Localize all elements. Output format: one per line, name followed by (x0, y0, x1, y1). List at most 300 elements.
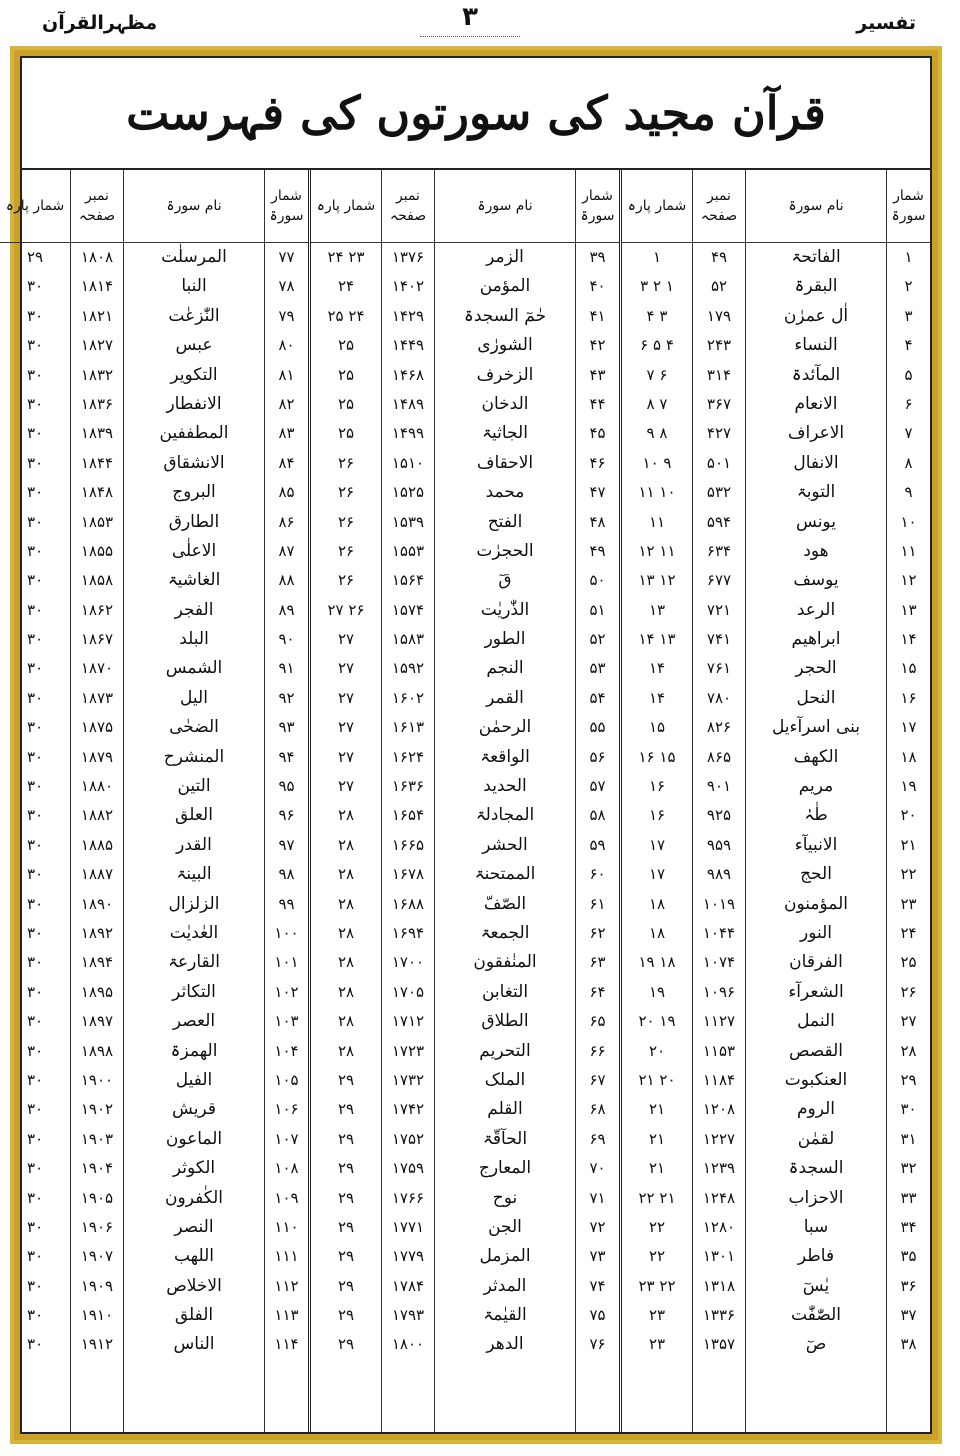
surah-number-cell: ۴۴ (589, 394, 606, 413)
surah-name-cell: التین (177, 776, 211, 797)
surah-number-cell: ۱۱۰ (274, 1217, 299, 1236)
page-number-cell: ۱۸۷۵ (80, 718, 114, 737)
page-number-cell: ۱۶۶۵ (391, 835, 425, 854)
surah-name-cell: المدثر (483, 1275, 527, 1296)
para-number-cell: ۳۰ (26, 394, 44, 413)
para-number-cell: ۲۹ (337, 1070, 355, 1089)
para-number-cell: ۲۹ (337, 1100, 355, 1119)
surah-name-cell: العنکبوت (784, 1069, 848, 1090)
para-number-cell: ۱۶ (648, 806, 666, 825)
surah-name-cell: الاحقاف (476, 452, 534, 473)
page-number-cell: ۱۹۰۵ (80, 1188, 114, 1207)
para-number-cell: ۲۶ (337, 571, 355, 590)
surah-number-cell: ۶۴ (589, 982, 606, 1001)
para-number-cell: ۳۰ (26, 483, 44, 502)
surah-number-cell: ۵۳ (589, 659, 606, 678)
para-number-column (622, 170, 692, 1432)
surah-name-cell: الملک (484, 1069, 526, 1090)
column-group-2 (308, 170, 622, 1432)
page-number-cell: ۱۸۱۴ (80, 277, 114, 296)
surah-number-cell: ۱۹ (900, 777, 917, 796)
surah-name-cell: طٰہٰ (804, 805, 828, 826)
surah-name-cell: التکاثر (172, 981, 216, 1002)
surah-number-cell: ۸۰ (278, 336, 295, 355)
header-divider (420, 36, 520, 37)
surah-name-cell: الحدید (483, 776, 527, 797)
surah-number-cell: ۵۵ (589, 718, 606, 737)
para-number-cell: ۱۵ ۱۶ (638, 747, 676, 766)
surah-number-cell: ۴۰ (589, 277, 606, 296)
surah-name-cell: اللھب (173, 1246, 215, 1267)
surah-name-cell: النحل (796, 687, 836, 708)
surah-number-cell: ۱۰۱ (274, 953, 299, 972)
surah-name-cell: الاحزاب (788, 1187, 844, 1208)
para-number-cell: ۳۰ (26, 982, 44, 1001)
para-number-column (0, 170, 70, 1432)
column-header: شمار پارہ (311, 170, 381, 243)
surah-name-cell: الدھر (486, 1334, 524, 1355)
page-number-cell: ۱۸۰۰ (391, 1335, 425, 1354)
page-number-cell: ۱۲۰۸ (702, 1100, 736, 1119)
surah-name-cell: البقرۃ (794, 276, 838, 297)
surah-number-cell: ۳۷ (900, 1306, 917, 1325)
surah-number-cell: ۹۷ (278, 835, 295, 854)
surah-name-cell: الممتحنۃ (474, 864, 536, 885)
surah-name-cell: محمد (485, 482, 525, 503)
para-number-cell: ۳۰ (26, 1129, 44, 1148)
page-number-cell: ۱۸۲۷ (80, 336, 114, 355)
surah-name-cell: القارعۃ (168, 952, 220, 973)
page-number-cell: ۱۸۶۲ (80, 600, 114, 619)
column-header: نمبر صفحہ (693, 170, 745, 243)
page-number-cell: ۱۸۳۹ (80, 424, 114, 443)
surah-number-cell: ۱۱۱ (274, 1247, 299, 1266)
para-number-cell: ۲۲ (648, 1247, 666, 1266)
para-number-cell: ۲۷ (337, 718, 355, 737)
page-number-cell: ۱۷۵۹ (391, 1159, 425, 1178)
para-number-cell: ۲۷ (337, 659, 355, 678)
page-number-cell: ۱۵۵۳ (391, 541, 425, 560)
surah-name-cell: التغابن (481, 981, 529, 1002)
page-number-cell: ۱۹۰۷ (80, 1247, 114, 1266)
surah-number-cell: ۳۰ (900, 1100, 917, 1119)
para-number-cell: ۳۰ (26, 306, 44, 325)
surah-number-cell: ۷۸ (278, 277, 295, 296)
surah-name-column (745, 170, 886, 1432)
page-title: قرآن مجید کی سورتوں کی فہرست (22, 58, 930, 170)
para-number-cell: ۳۰ (26, 630, 44, 649)
surah-name-cell: الرحمٰن (478, 717, 532, 738)
surah-number-cell: ۳۴ (900, 1217, 917, 1236)
column-group-1 (622, 170, 930, 1432)
page-number-cell: ۱۷۲۳ (391, 1041, 425, 1060)
surah-number-cell: ۳ (904, 306, 913, 325)
para-number-cell: ۲۲ (648, 1217, 666, 1236)
para-number-cell: ۲۳ ۲۴ (327, 248, 365, 266)
para-number-cell: ۱۱ (648, 512, 666, 531)
surah-name-cell: النور (799, 922, 833, 943)
page-number-cell: ۱۸۵۳ (80, 512, 114, 531)
para-number-cell: ۳۰ (26, 336, 44, 355)
page-number-cell: ۱۹۰۶ (80, 1217, 114, 1236)
surah-name-cell: المطففین (159, 423, 229, 444)
page-number-cell: ۱۸۸۲ (80, 806, 114, 825)
surah-name-cell: الیل (180, 687, 208, 708)
surah-number-cell: ۱۱۲ (274, 1276, 299, 1295)
decorative-frame (5, 46, 942, 1444)
para-number-cell: ۹ ۱۰ (642, 453, 672, 472)
page-number-cell: ۱۸۳۲ (80, 365, 114, 384)
surah-name-cell: الکٰفرون (165, 1187, 223, 1208)
surah-name-cell: الشمس (165, 658, 223, 679)
para-number-cell: ۱۰ ۱۱ (638, 483, 676, 502)
surah-name-column (123, 170, 264, 1432)
surah-number-cell: ۴۸ (589, 512, 606, 531)
page-number-cell: ۱۹۰۳ (80, 1129, 114, 1148)
surah-name-cell: القلم (487, 1099, 523, 1120)
para-number-cell: ۳۰ (26, 747, 44, 766)
para-number-cell: ۲۶ (337, 483, 355, 502)
surah-number-cell: ۳۵ (900, 1247, 917, 1266)
surah-name-cell: المعارج (478, 1158, 532, 1179)
page-number-column (70, 170, 123, 1432)
page-number-cell: ۱۴۸۹ (391, 394, 425, 413)
surah-number-cell: ۷۷ (278, 248, 295, 266)
page-number-cell: ۱۸۶۷ (80, 630, 114, 649)
surah-number-cell: ۸۲ (278, 394, 295, 413)
para-number-cell: ۳۰ (26, 1012, 44, 1031)
page-number-cell: ۱۲۲۷ (702, 1129, 736, 1148)
page-number-cell: ۱۰۷۴ (702, 953, 736, 972)
page-number-cell: ۶۷۷ (706, 571, 732, 590)
para-number-cell: ۱۳ ۱۴ (638, 630, 676, 649)
surah-name-cell: النصر (174, 1216, 214, 1237)
surah-name-cell: الروم (796, 1099, 836, 1120)
surah-name-cell: الدخان (481, 393, 529, 414)
surah-number-cell: ۲۳ (900, 894, 917, 913)
para-number-cell: ۲۸ (337, 1012, 355, 1031)
surah-name-cell: سبا (803, 1216, 829, 1237)
surah-number-cell: ۹۰ (278, 630, 295, 649)
page-number-cell: ۸۶۵ (706, 747, 732, 766)
page-number-cell: ۱۸۸۰ (80, 777, 114, 796)
page-number-cell: ۱۳۷۶ (391, 248, 425, 266)
para-number-cell: ۱۷ (648, 865, 666, 884)
para-number-cell: ۲۷ (337, 777, 355, 796)
surah-number-cell: ۴۶ (589, 453, 606, 472)
surah-number-cell: ۲۸ (900, 1041, 917, 1060)
para-number-cell: ۳۰ (26, 453, 44, 472)
para-number-cell: ۳۰ (26, 424, 44, 443)
para-number-cell: ۳۰ (26, 718, 44, 737)
surah-number-cell: ۱۰۲ (274, 982, 299, 1001)
para-number-cell: ۲۸ (337, 1041, 355, 1060)
surah-number-cell: ۳۶ (900, 1276, 917, 1295)
surah-name-cell: الرعد (796, 599, 836, 620)
surah-name-cell: السجدۃ (788, 1158, 844, 1179)
para-number-cell: ۲۱ (648, 1100, 666, 1119)
page-number-cell: ۲۴۳ (706, 336, 732, 355)
surah-number-cell: ۶۸ (589, 1100, 606, 1119)
page-number-cell: ۱۷۹ (706, 306, 732, 325)
surah-name-cell: الانشقاق (163, 452, 225, 473)
para-number-cell: ۲۳ (648, 1306, 666, 1325)
surah-number-cell: ۳۲ (900, 1159, 917, 1178)
surah-number-cell: ۱۰۴ (274, 1041, 299, 1060)
surah-name-cell: الانبیآء (794, 834, 838, 855)
surah-name-cell: الحج (800, 864, 832, 885)
para-number-cell: ۱ ۲ ۳ (640, 277, 674, 296)
page-number-cell: ۵۳۲ (706, 483, 732, 502)
surah-number-cell: ۱۱ (900, 541, 917, 560)
surah-number-cell: ۱۱۴ (274, 1335, 299, 1354)
para-number-cell: ۲۹ (337, 1188, 355, 1207)
para-number-cell: ۳۰ (26, 953, 44, 972)
surah-number-cell: ۶۶ (589, 1041, 606, 1060)
surah-number-cell: ۳۹ (589, 248, 606, 266)
page-number-cell: ۱۸۷۹ (80, 747, 114, 766)
page-number-cell: ۱۷۷۱ (391, 1217, 425, 1236)
page-number-cell: ۹۸۹ (706, 865, 732, 884)
page-number-cell: ۱۵۲۵ (391, 483, 425, 502)
para-number-cell: ۳۰ (26, 777, 44, 796)
surah-name-cell: الزلزال (168, 893, 220, 914)
page-number-cell: ۴۲۷ (706, 424, 732, 443)
surah-number-cell: ۵۹ (589, 835, 606, 854)
page-number-cell: ۱۲۳۹ (702, 1159, 736, 1178)
surah-number-cell: ۱۰۷ (274, 1129, 299, 1148)
surah-name-cell: یٰسٓ (802, 1275, 830, 1296)
page-number-column (381, 170, 434, 1432)
surah-number-cell: ۸۱ (278, 365, 295, 384)
para-number-cell: ۲۸ (337, 982, 355, 1001)
surah-name-cell: الانفطار (166, 393, 222, 414)
surah-name-cell: الحجرٰت (476, 540, 534, 561)
page-number-cell: ۹۲۵ (706, 806, 732, 825)
para-number-cell: ۲۹ (337, 1306, 355, 1325)
surah-name-cell: یوسف (793, 570, 839, 591)
para-number-cell: ۳۰ (26, 835, 44, 854)
page-number-cell: ۱۹۰۲ (80, 1100, 114, 1119)
surah-number-cell: ۱۰ (900, 512, 917, 531)
surah-number-cell: ۶۲ (589, 923, 606, 942)
table-container (5, 56, 932, 1434)
surah-name-cell: المنٰفقون (473, 952, 537, 973)
para-number-cell: ۲۶ (337, 541, 355, 560)
surah-name-cell: یونس (796, 511, 836, 532)
surah-name-cell: المجادلۃ (475, 805, 535, 826)
para-number-cell: ۳۰ (26, 1100, 44, 1119)
surah-name-cell: الذّٰریٰت (480, 599, 530, 620)
surah-name-cell: الزخرف (476, 364, 534, 385)
surah-name-cell: المزمل (479, 1246, 531, 1267)
para-number-cell: ۱۹ (648, 982, 666, 1001)
para-number-cell: ۳۰ (26, 600, 44, 619)
surah-name-cell: التوبۃ (796, 482, 836, 503)
page-number-cell: ۱۹۰۴ (80, 1159, 114, 1178)
surah-name-cell: الصّٰفّٰت (791, 1305, 841, 1326)
page-number-cell: ۱۸۴۸ (80, 483, 114, 502)
para-number-cell: ۲۵ (337, 394, 355, 413)
page-number-cell: ۵۹۴ (706, 512, 732, 531)
page-number-cell: ۱۸۳۶ (80, 394, 114, 413)
page-number-cell: ۱۶۲۴ (391, 747, 425, 766)
para-number-cell: ۳۰ (26, 512, 44, 531)
surah-name-cell: الانعام (794, 393, 838, 414)
page-number-cell: ۱۶۱۳ (391, 718, 425, 737)
para-number-cell: ۶ ۷ (646, 365, 668, 384)
surah-number-cell: ۲۶ (900, 982, 917, 1001)
surah-name-cell: القیٰمۃ (483, 1305, 527, 1326)
surah-number-cell: ۱۰۵ (274, 1070, 299, 1089)
surah-name-cell: العصر (172, 1011, 216, 1032)
surah-name-cell: الکھف (793, 746, 839, 767)
page-number-cell: ۱۸۵۸ (80, 571, 114, 590)
page-number-cell: ۱۸۹۸ (80, 1041, 114, 1060)
surah-name-cell: مریم (798, 776, 834, 797)
para-number-cell: ۲۲ ۲۳ (638, 1276, 676, 1295)
page-number-cell: ۱۹۰۹ (80, 1276, 114, 1295)
surah-name-cell: المرسلٰت (161, 247, 227, 267)
para-number-cell: ۳۰ (26, 1247, 44, 1266)
surah-number-cell: ۸۷ (278, 541, 295, 560)
surah-number-cell: ۳۱ (900, 1129, 917, 1148)
page-number-cell: ۱۳۳۶ (702, 1306, 736, 1325)
para-number-column (311, 170, 381, 1432)
surah-number-cell: ۲۰ (900, 806, 917, 825)
surah-name-cell: المؤمنون (783, 893, 848, 914)
surah-number-cell: ۶۰ (589, 865, 606, 884)
para-number-cell: ۳۰ (26, 1159, 44, 1178)
page-number-column (692, 170, 745, 1432)
para-number-cell: ۲۴ (337, 277, 355, 296)
para-number-cell: ۲۸ (337, 953, 355, 972)
surah-number-cell: ۵۱ (589, 600, 606, 619)
page-number-cell: ۱۷۳۲ (391, 1070, 425, 1089)
surah-name-cell: الاعلٰی (171, 540, 217, 561)
surah-number-cell: ۴۵ (589, 424, 606, 443)
surah-number-cell: ۱۶ (900, 688, 917, 707)
para-number-cell: ۲۶ (337, 512, 355, 531)
page-number-cell: ۱۴۴۹ (391, 336, 425, 355)
page-number-cell: ۱۸۹۷ (80, 1012, 114, 1031)
page-number-cell: ۱۸۲۱ (80, 306, 114, 325)
para-number-cell: ۲۷ (337, 747, 355, 766)
para-number-cell: ۳۰ (26, 1070, 44, 1089)
surah-number-column (575, 170, 619, 1432)
surah-number-cell: ۱۴ (900, 630, 917, 649)
page-number-cell: ۱۸۸۵ (80, 835, 114, 854)
page-number-cell: ۱۸۷۰ (80, 659, 114, 678)
surah-name-column (434, 170, 575, 1432)
para-number-cell: ۲۵ (337, 336, 355, 355)
page-number-cell: ۱۷۷۹ (391, 1247, 425, 1266)
para-number-cell: ۱۶ (648, 777, 666, 796)
surah-number-cell: ۲۵ (900, 953, 917, 972)
para-number-cell: ۲۹ (337, 1247, 355, 1266)
page-number-cell: ۱۴۶۸ (391, 365, 425, 384)
para-number-cell: ۲۵ (337, 365, 355, 384)
surah-number-cell: ۸۸ (278, 571, 295, 590)
page-number-cell: ۱۹۱۰ (80, 1306, 114, 1325)
surah-number-column (886, 170, 930, 1432)
surah-name-cell: نوح (492, 1187, 518, 1208)
para-number-cell: ۷ ۸ (646, 394, 668, 413)
page-number-cell: ۱۸۹۲ (80, 923, 114, 942)
page-number-cell: ۱۵۷۴ (391, 600, 425, 619)
page-number-cell: ۶۳۴ (706, 541, 732, 560)
column-header: نمبر صفحہ (382, 170, 434, 243)
surah-name-cell: الطارق (168, 511, 220, 532)
surah-number-cell: ۶۱ (589, 894, 606, 913)
surah-name-cell: الزمر (486, 247, 524, 267)
page-number-cell: ۱۳۰۱ (702, 1247, 736, 1266)
page-number-cell: ۷۴۱ (706, 630, 732, 649)
page-number-cell: ۱۷۹۳ (391, 1306, 425, 1325)
surah-name-cell: الضحٰی (169, 717, 219, 738)
page-number-cell: ۵۲ (710, 277, 728, 296)
para-number-cell: ۲۶ ۲۷ (327, 600, 365, 619)
surah-number-cell: ۷۱ (589, 1188, 606, 1207)
surah-name-cell: البلد (179, 629, 209, 650)
surah-name-cell: الاعراف (787, 423, 845, 444)
surah-name-cell: الحآقّۃ (482, 1128, 528, 1149)
para-number-cell: ۳ ۴ (646, 306, 668, 325)
para-number-cell: ۳۰ (26, 865, 44, 884)
surah-name-cell: الطلاق (481, 1011, 529, 1032)
surah-number-cell: ۸۴ (278, 453, 295, 472)
surah-name-cell: الواقعۃ (480, 746, 530, 767)
surah-number-cell: ۱۷ (900, 718, 917, 737)
surah-name-cell: التکویر (170, 364, 218, 385)
surah-number-cell: ۷۴ (589, 1276, 606, 1295)
page-number-cell: ۱۸۴۴ (80, 453, 114, 472)
surah-name-cell: المنشرح (163, 746, 225, 767)
surah-name-cell: الکوثر (172, 1158, 216, 1179)
page-number-cell: ۴۹ (710, 248, 728, 266)
surah-number-cell: ۲۷ (900, 1012, 917, 1031)
surah-name-cell: النمل (797, 1011, 835, 1032)
surah-name-cell: الشعرآء (788, 981, 844, 1002)
surah-number-cell: ۵۷ (589, 777, 606, 796)
page-number-cell: ۱۵۶۴ (391, 571, 425, 590)
surah-number-cell: ۶۳ (589, 953, 606, 972)
column-header: نام سورۃ (435, 170, 575, 243)
column-header: نام سورۃ (124, 170, 264, 243)
para-number-cell: ۳۰ (26, 541, 44, 560)
surah-name-cell: قٓ (498, 570, 512, 591)
page-number-cell: ۷۲۱ (706, 600, 732, 619)
surah-name-cell: الشورٰی (477, 335, 533, 356)
page-number-cell: ۱۸۸۷ (80, 865, 114, 884)
page-number-cell: ۱۴۹۹ (391, 424, 425, 443)
surah-name-cell: الغاشیۃ (167, 570, 221, 591)
para-number-cell: ۲۸ (337, 806, 355, 825)
surah-name-cell: عبس (175, 335, 213, 356)
surah-number-cell: ۶۹ (589, 1129, 606, 1148)
surah-number-cell: ۹۳ (278, 718, 295, 737)
surah-number-cell: ۸۳ (278, 424, 295, 443)
surah-name-cell: الماعون (165, 1128, 223, 1149)
surah-number-cell: ۵۰ (589, 571, 606, 590)
surah-number-cell: ۲۲ (900, 865, 917, 884)
surah-name-cell: الھمزۃ (170, 1040, 218, 1061)
surah-name-cell: الناس (173, 1334, 215, 1355)
surah-name-cell: المآئدۃ (791, 364, 841, 385)
page-header (0, 0, 960, 44)
page-number-cell: ۱۳۱۸ (702, 1276, 736, 1295)
surah-name-cell: النجم (486, 658, 524, 679)
